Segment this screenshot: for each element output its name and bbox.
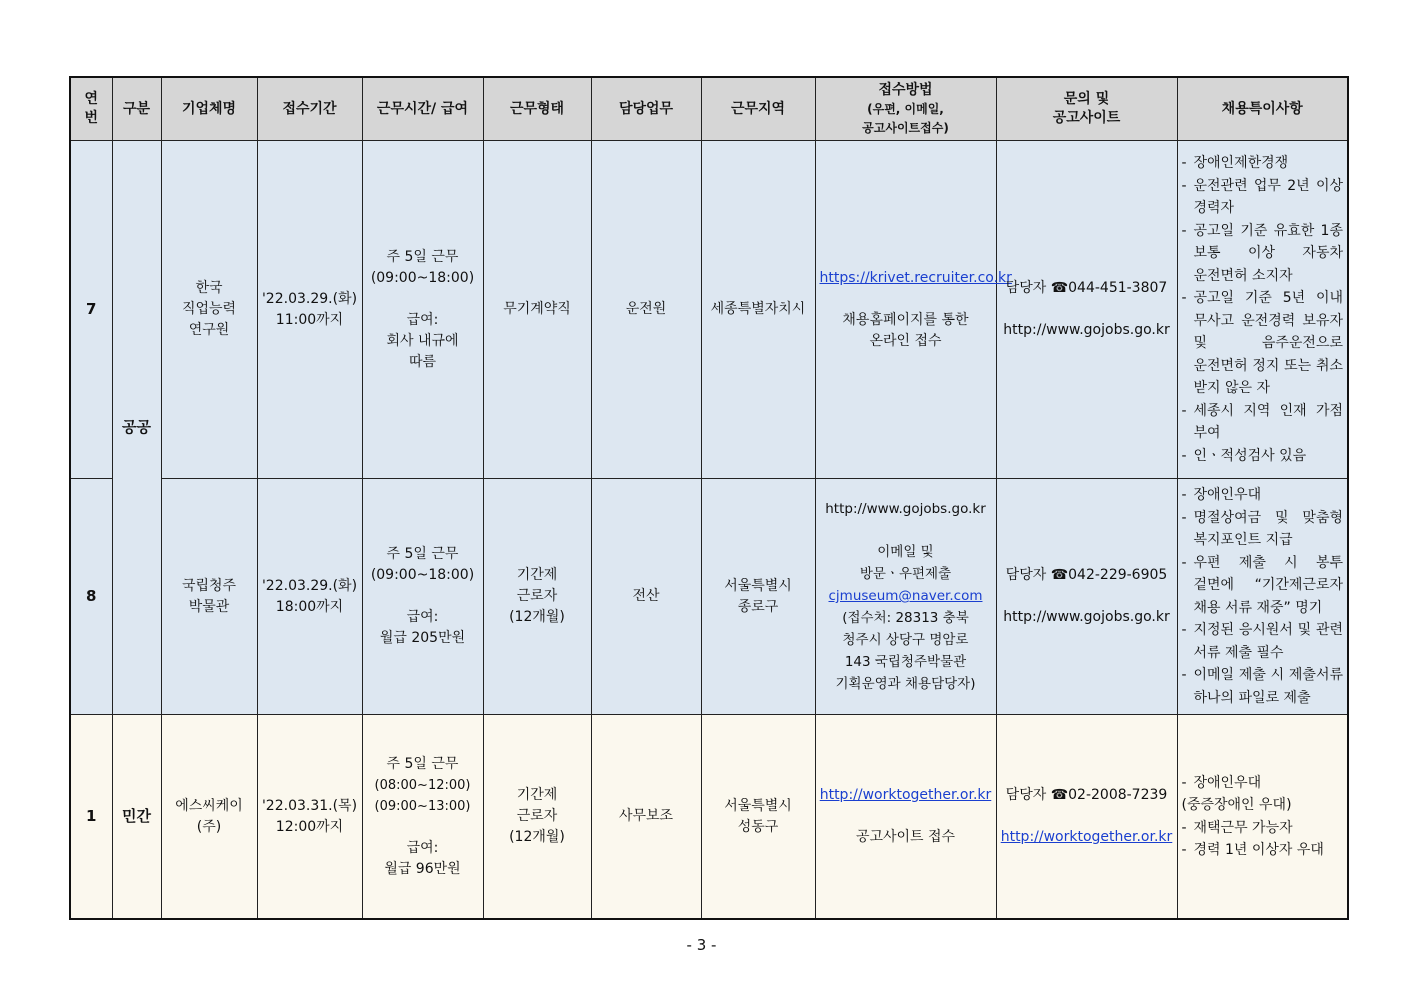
note-item: - 우편 제출 시 봉투 겉면에 “기간제근로자 채용 서류 재중” 명기 — [1182, 552, 1344, 620]
contact-site-link[interactable]: http://worktogether.or.kr — [1000, 829, 1173, 845]
note-item: - 공고일 기준 5년 이내 무사고 운전경력 보유자 및 음주운전으로 운전면허 정지 또는 취소 받지 않은 자 — [1182, 287, 1344, 400]
work-type: 무기계약직 — [483, 141, 591, 479]
work-type: 기간제 근로자 (12개월) — [483, 479, 591, 715]
apply-site: http://www.gojobs.go.kr — [825, 501, 986, 517]
hours-pay: 주 5일 근무 (09:00~18:00) 급여: 월급 205만원 — [362, 479, 483, 715]
contact — [996, 141, 1177, 479]
duty: 사무보조 — [591, 715, 701, 920]
job-listing-table — [69, 76, 1349, 920]
header-duty: 담당업무 — [591, 77, 701, 141]
note-item: - 장애인제한경쟁 — [1182, 152, 1344, 175]
application-period: '22.03.31.(목) 12:00까지 — [257, 715, 362, 920]
header-hours-pay: 근무시간/ 급여 — [362, 77, 483, 141]
location: 서울특별시 성동구 — [701, 715, 815, 920]
company-name: 한국 직업능력 연구원 — [161, 141, 257, 479]
header-apply-method: 접수방법 (우편, 이메일, 공고사이트접수) — [815, 77, 996, 141]
table-row — [70, 715, 1348, 920]
apply-link[interactable]: https://krivet.recruiter.co.kr — [819, 269, 1012, 286]
header-notes: 채용특이사항 — [1177, 77, 1348, 141]
contact-site: http://www.gojobs.go.kr — [1003, 322, 1170, 338]
row-no: 7 — [70, 141, 112, 479]
row-no: 1 — [70, 715, 112, 920]
hours-pay: 주 5일 근무 (09:00~18:00) 급여: 회사 내규에 따름 — [362, 141, 483, 479]
contact-phone: 담당자 ☎042-229-6905 — [1005, 567, 1168, 583]
apply-method: http://www.gojobs.go.kr 이메일 및 방문ㆍ우편제출 cjmuseum@naver.com (접수처: 28313 충북 청주시 상당구 명암로 143 국립청주박물관 기획운영과 채용담당자) — [815, 479, 996, 715]
hiring-notes — [1177, 715, 1348, 920]
row-no: 8 — [70, 479, 112, 715]
note-item: - 지정된 응시원서 및 관련 서류 제출 필수 — [1182, 619, 1344, 664]
note-item: - 공고일 기준 유효한 1종 보통 이상 자동차 운전면허 소지자 — [1182, 220, 1344, 288]
application-period: '22.03.29.(화) 18:00까지 — [257, 479, 362, 715]
apply-method: https://krivet.recruiter.co.kr 채용홈페이지를 통한 온라인 접수 — [815, 141, 996, 479]
company-name: 에스씨케이 (주) — [161, 715, 257, 920]
table-header-row — [70, 77, 1348, 141]
header-location: 근무지역 — [701, 77, 815, 141]
work-type: 기간제 근로자 (12개월) — [483, 715, 591, 920]
table-row — [70, 141, 1348, 479]
location: 세종특별자치시 — [701, 141, 815, 479]
contact-phone: 담당자 ☎044-451-3807 — [1005, 280, 1168, 296]
apply-link[interactable]: http://worktogether.or.kr — [819, 787, 992, 803]
company-name: 국립청주 박물관 — [161, 479, 257, 715]
header-no: 연 번 — [70, 77, 112, 141]
hiring-notes — [1177, 479, 1348, 715]
note-item: - 장애인우대 — [1182, 772, 1344, 795]
note-item: - 운전관련 업무 2년 이상 경력자 — [1182, 175, 1344, 220]
note-item: - 장애인우대 — [1182, 484, 1344, 507]
duty: 운전원 — [591, 141, 701, 479]
header-company: 기업체명 — [161, 77, 257, 141]
note-item: - 경력 1년 이상자 우대 — [1182, 839, 1344, 862]
contact-site: http://www.gojobs.go.kr — [1003, 609, 1170, 625]
apply-email-link[interactable]: cjmuseum@naver.com — [828, 588, 983, 604]
category-private: 민간 — [112, 715, 161, 920]
note-item: - 재택근무 가능자 — [1182, 817, 1344, 840]
header-period: 접수기간 — [257, 77, 362, 141]
header-work-type: 근무형태 — [483, 77, 591, 141]
contact — [996, 715, 1177, 920]
contact-phone: 담당자 ☎02-2008-7239 — [1005, 787, 1168, 803]
note-item: - 인ㆍ적성검사 있음 — [1182, 445, 1344, 468]
apply-method: http://worktogether.or.kr 공고사이트 접수 — [815, 715, 996, 920]
note-item: - 이메일 제출 시 제출서류 하나의 파일로 제출 — [1182, 664, 1344, 709]
note-item: - 명절상여금 및 맞춤형 복지포인트 지급 — [1182, 507, 1344, 552]
hiring-notes — [1177, 141, 1348, 479]
page-number: - 3 - — [686, 936, 717, 954]
application-period: '22.03.29.(화) 11:00까지 — [257, 141, 362, 479]
note-item: - 세종시 지역 인재 가점 부여 — [1182, 400, 1344, 445]
hours-pay: 주 5일 근무 (08:00~12:00) (09:00~13:00) 급여: 월급 96만원 — [362, 715, 483, 920]
location: 서울특별시 종로구 — [701, 479, 815, 715]
table-row — [70, 479, 1348, 715]
header-category: 구분 — [112, 77, 161, 141]
contact — [996, 479, 1177, 715]
note-item: (중증장애인 우대) — [1181, 797, 1292, 813]
header-contact: 문의 및 공고사이트 — [996, 77, 1177, 141]
category-public: 공공 — [112, 141, 161, 715]
duty: 전산 — [591, 479, 701, 715]
